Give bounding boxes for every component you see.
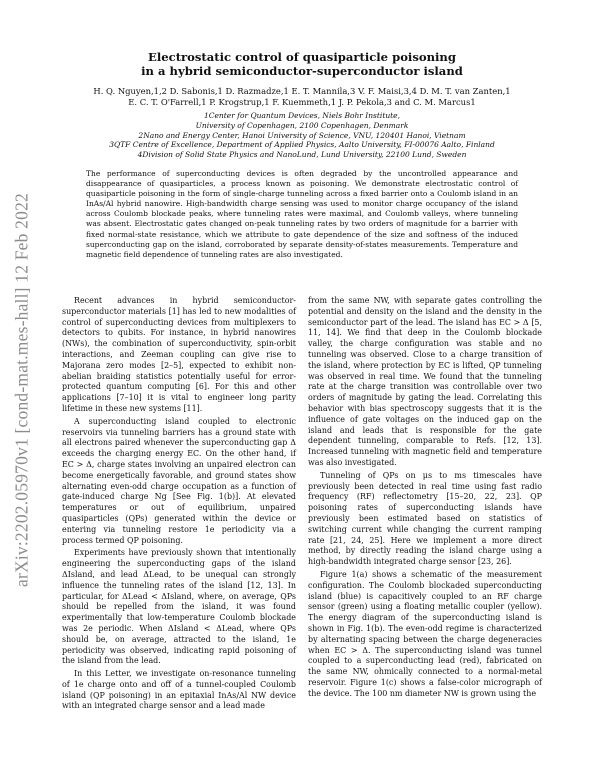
right-column	[308, 296, 542, 712]
affiliations	[62, 111, 542, 160]
paper-header	[62, 50, 542, 260]
affiliation-line: University of Copenhagen, 2100 Copenhagen, Denmark	[195, 120, 409, 130]
abstract: The performance of superconducting devices is often degraded by the uncontrolled appearance and disappearance of quasiparticles, a process known as poisoning. We demonstrate electrostatic control of quasiparticle poisoning in the form of single-charge tunneling across a fixed barrier onto a Coulomb island in an InAs/Al hybrid nanowire. High-bandwidth charge sensing was used to monitor charge occupancy of the island across Coulomb blockade peaks, where tunneling rates were maximal, and Coulomb valleys, where tunneling was absent. Electrostatic gates changed on-peak tunneling rates by two orders of magnitude for a barrier with fixed normal-state resistance, which we attribute to gate dependence of the size and softness of the induced superconducting gap on the island, corroborated by separate density-of-states measurements. Temperature and magnetic field dependence of tunneling rates are also investigated.	[86, 168, 518, 259]
body-paragraph: In this Letter, we investigate on-resonance tunneling of 1e charge onto and off of a tunnel-coupled Coulomb island (QP poisoning) in an epitaxial InAs/Al NW device with an integrated charge sensor and a lead made	[62, 669, 296, 711]
affiliation-line: 1Center for Quantum Devices, Niels Bohr Institute,	[203, 111, 401, 120]
body-columns	[62, 296, 542, 712]
body-paragraph: Tunneling of QPs on μs to ms timescales have previously been detected in real time using fast radio frequency (RF) reflectometry [15–20, 22, 23]. QP poisoning rates of superconducting islands have previously been estimated based on statistics of switching current while changing the current ramping rate [21, 24, 25]. Here we implement a more direct method, by directly reading the island charge using a high-bandwidth integrated charge sensor [23, 26].	[308, 470, 542, 567]
paper-title	[62, 50, 542, 78]
title-line-2: in a hybrid semiconductor-superconductor island	[141, 64, 463, 78]
authors-line-2: E. C. T. O'Farrell,1 P. Krogstrup,1 F. Kuemmeth,1 J. P. Pekola,3 and C. M. Marcus1	[128, 97, 476, 107]
affiliation-line: 2Nano and Energy Center, Hanoi University of Science, VNU, 120401 Hanoi, Vietnam	[138, 130, 466, 140]
body-paragraph: from the same NW, with separate gates controlling the potential and density on the island and the density in the semiconductor part of the lead. The island has EC > Δ [5, 11, 14]. We find that deep in the Coulomb blockade valley, the charge configuration was stable and no tunneling was observed. Close to a charge transition of the island, where protection by EC is lifted, QP tunneling was observed in real time. We found that the tunneling rate at the charge transition was controllable over two orders of magnitude by gating the lead. Correlating this behavior with bias spectroscopy suggests that it is the influence of gate voltages on the induced gap on the island and leads that is responsible for the gate dependent tunneling, comparable to Refs. [12, 13]. Increased tunneling with magnetic field and temperature was also investigated.	[308, 296, 542, 467]
arxiv-sidebar	[2, 170, 42, 610]
arxiv-identifier: arXiv:2202.05970v1 [cond-mat.mes-hall] 12 Feb 2022	[11, 193, 32, 587]
title-line-1: Electrostatic control of quasiparticle poisoning	[148, 50, 456, 64]
author-list	[62, 86, 542, 108]
authors-line-1: H. Q. Nguyen,1,2 D. Sabonis,1 D. Razmadze,1 E. T. Mannila,3 V. F. Maisi,3,4 D. M. T. van Zanten,1	[93, 86, 511, 96]
left-column	[62, 296, 296, 712]
affiliation-line: 3QTF Centre of Excellence, Department of Applied Physics, Aalto University, FI-00076 Aalto, Finland	[109, 140, 495, 150]
affiliation-line: 4Division of Solid State Physics and NanoLund, Lund University, 22100 Lund, Sweden	[137, 150, 467, 160]
body-paragraph: A superconducting island coupled to electronic reservoirs via tunneling barriers has a ground state with all electrons paired whenever the superconducting gap Δ exceeds the charging energy EC. On the other hand, if EC > Δ, charge states involving an unpaired electron can become energetically favorable, and ground states show alternating even-odd charge occupation as a function of gate-induced charge Ng [See Fig. 1(b)]. At elevated temperatures or out of equilibrium, unpaired quasiparticles (QPs) generated within the device or entering via tunneling restore 1e periodicity via a process termed QP poisoning.	[62, 416, 296, 545]
body-paragraph: Figure 1(a) shows a schematic of the measurement configuration. The Coulomb blockaded superconducting island (blue) is capacitively coupled to an RF charge sensor (green) using a floating metallic coupler (yellow). The energy diagram of the superconducting island is shown in Fig. 1(b). The even-odd regime is characterized by alternating spacing between the charge degeneracies when EC > Δ. The superconducting island was tunnel coupled to a superconducting lead (red), fabricated on the same NW, ohmically connected to a normal-metal reservoir. Figure 1(c) shows a false-color micrograph of the device. The 100 nm diameter NW is grown using the	[308, 569, 542, 698]
body-paragraph: Experiments have previously shown that intentionally engineering the superconducting gaps of the island ΔIsland, and lead ΔLead, to be unequal can strongly influence the tunneling rates of the island [12, 13]. In particular, for ΔLead < ΔIsland, where, on average, QPs should be repelled from the island, it was found experimentally that low-temperature Coulomb blockade was 2e periodic. When ΔIsland < ΔLead, where QPs should be, on average, attracted to the island, 1e periodicity was observed, indicating rapid poisoning of the island from the lead.	[62, 548, 296, 666]
body-paragraph: Recent advances in hybrid semiconductor-superconductor materials [1] has led to new modalities of control of superconducting devices from multiplexers to detectors to qubits. For instance, in hybrid nanowires (NWs), the combination of superconductivity, spin-orbit interactions, and Zeeman coupling can give rise to Majorana zero modes [2–5], expected to exhibit non-abelian braiding statistics potentially useful for error-protected quantum computing [6]. For this and other applications [7–10] it is vital to engineer long parity lifetime in these new systems [11].	[62, 296, 296, 413]
